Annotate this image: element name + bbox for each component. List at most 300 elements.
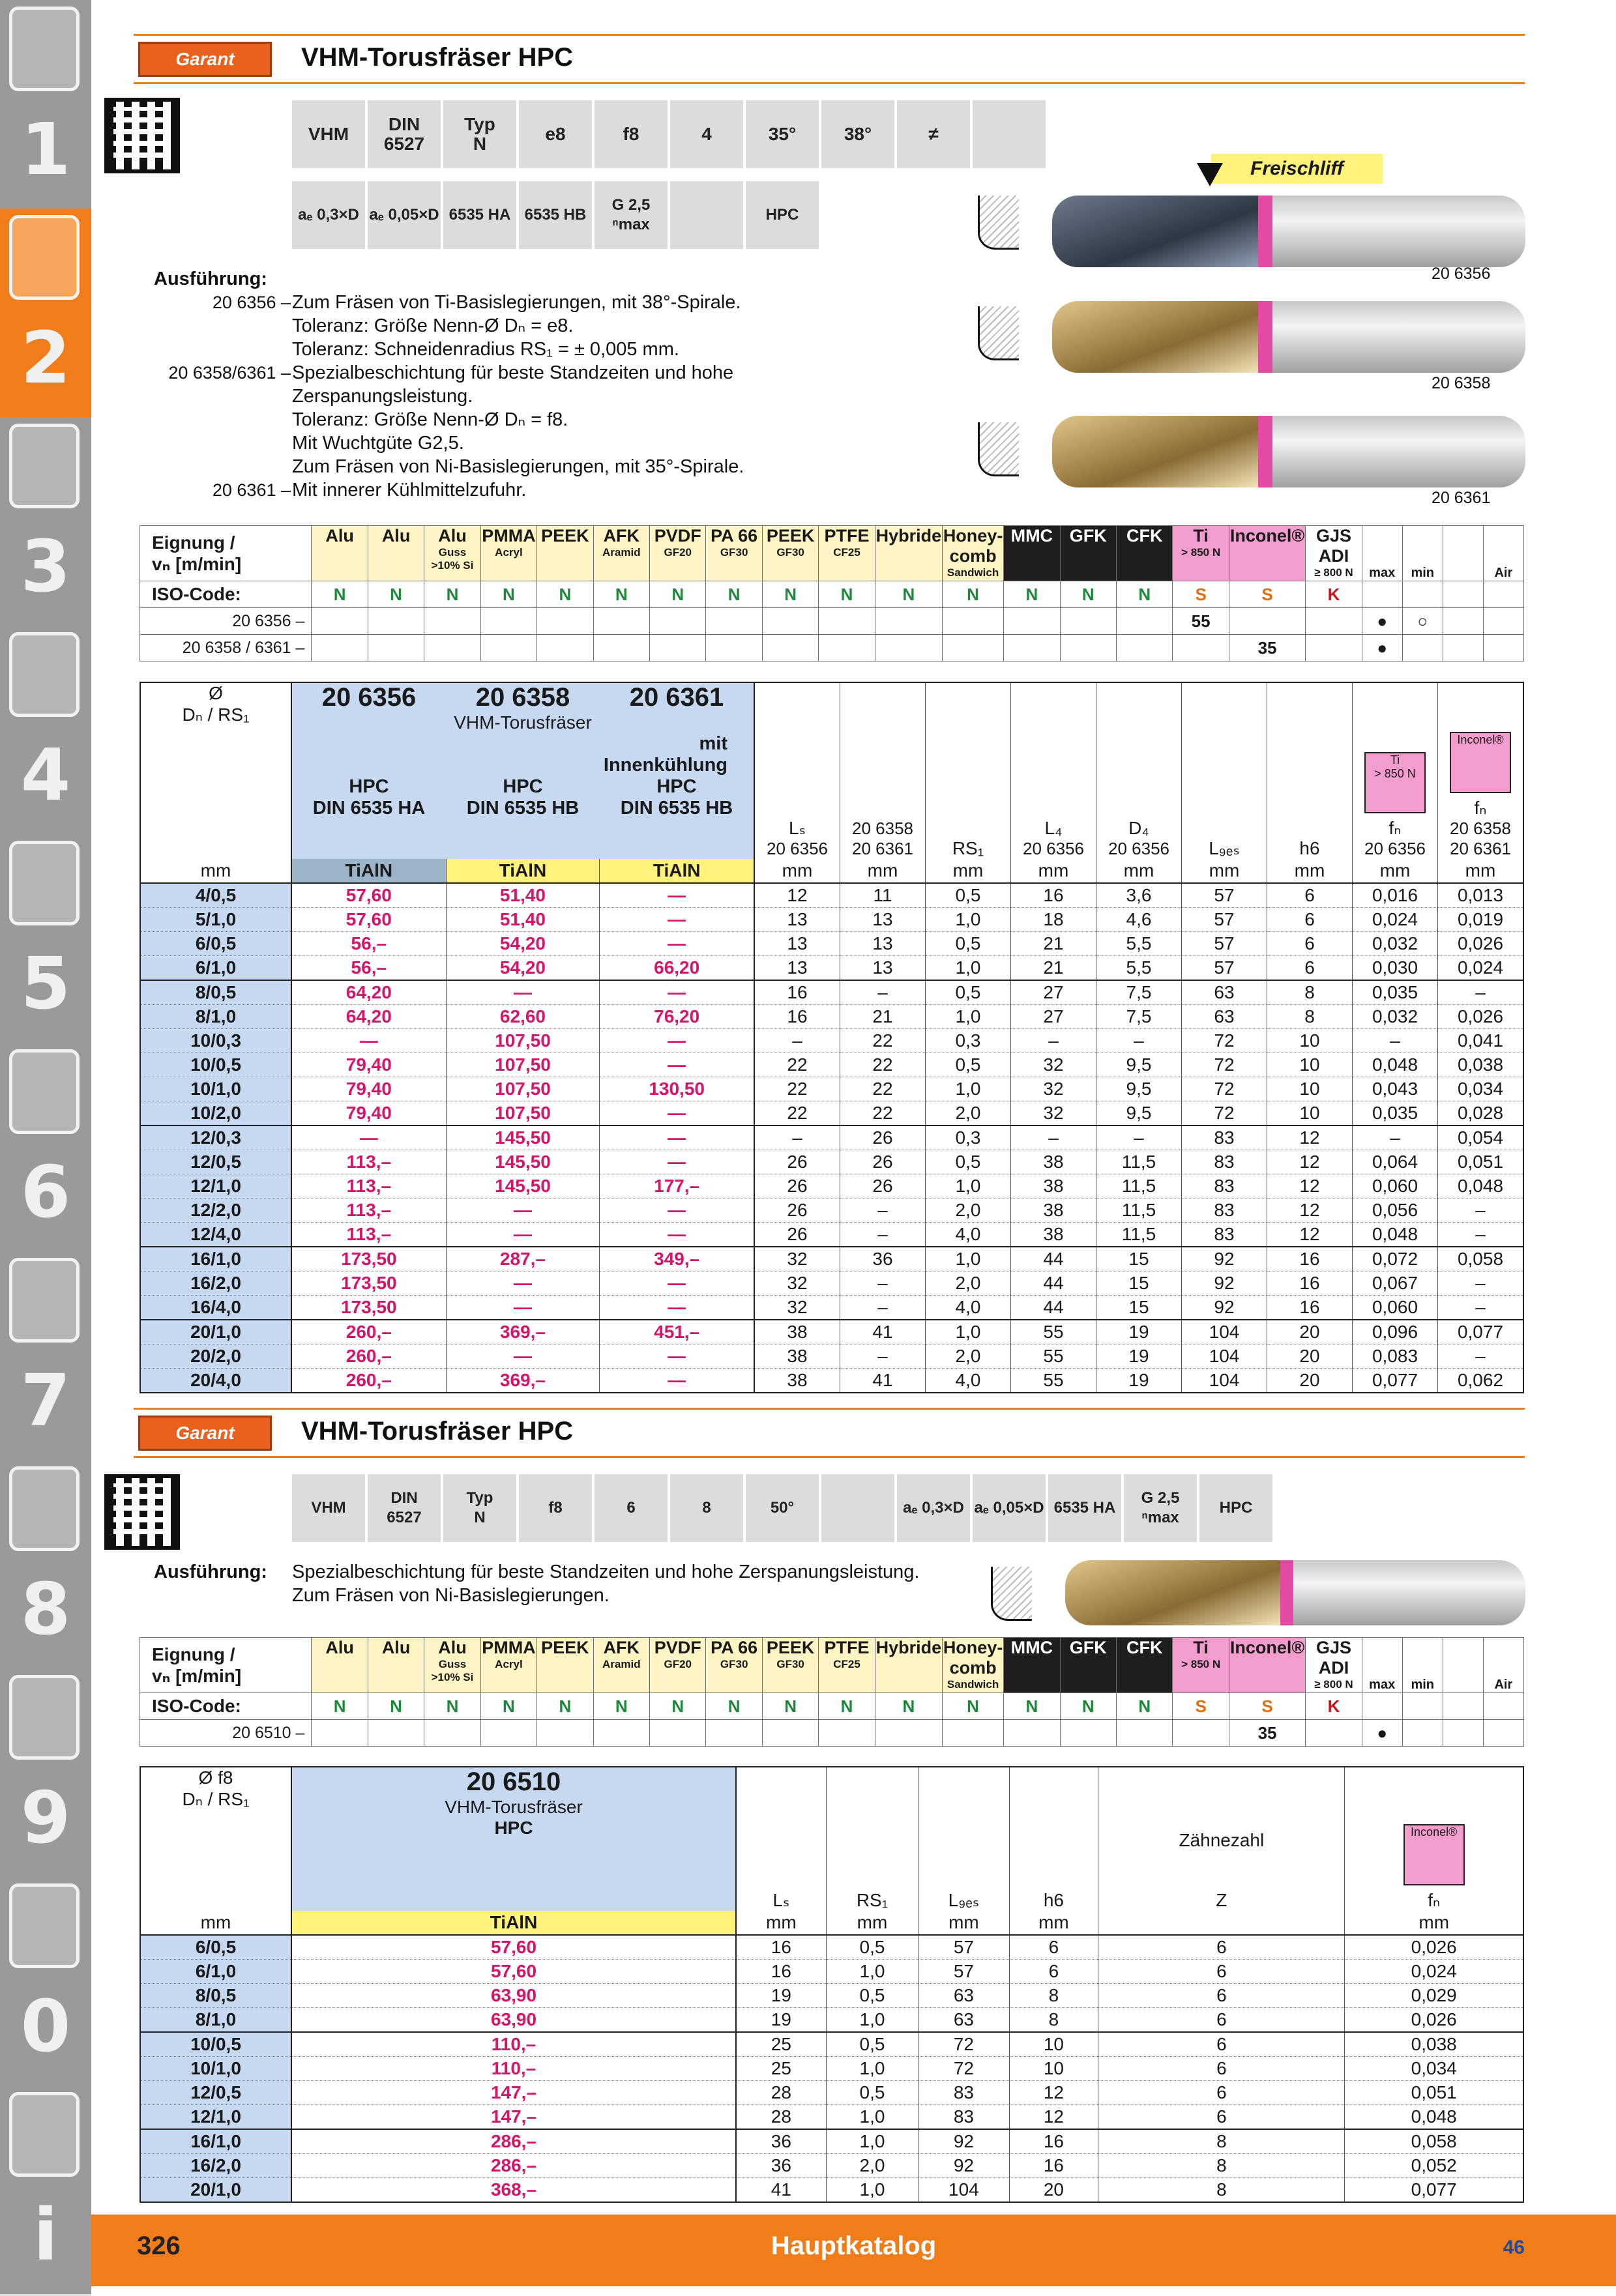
coolant-header: min [1402, 1638, 1443, 1693]
dimension-value: 22 [754, 1053, 840, 1077]
dimension-value: 8 [1098, 2129, 1345, 2154]
dimension-value: 57 [1182, 908, 1267, 932]
dimension-header [1009, 1767, 1098, 1911]
price: 260,– [291, 1369, 446, 1393]
material-name: Alu [381, 1638, 411, 1657]
dimension-value: 92 [1182, 1296, 1267, 1320]
spec-box: HPC [746, 181, 819, 249]
material-name: CFK [1126, 1638, 1163, 1657]
price: 57,60 [291, 908, 446, 932]
dimension-value: 2,0 [926, 1272, 1011, 1296]
dimension-value: – [1438, 1296, 1524, 1320]
dimension-value: 26 [840, 1150, 926, 1174]
table-row [140, 1272, 1523, 1296]
price: 369,– [446, 1369, 600, 1393]
arrow-down-icon [1197, 163, 1223, 186]
chapter-tab-6[interactable] [0, 1043, 91, 1253]
ausfuehrung-line: Spezialbeschichtung für beste Standzeiten und hohe Zerspanungsleistung. [292, 1562, 920, 1582]
dimension-value: 4,6 [1096, 908, 1182, 932]
price: 76,20 [600, 1005, 754, 1029]
dimension-value: – [1096, 1029, 1182, 1053]
cutting-speed [943, 1720, 1004, 1747]
dimension-value: 16 [1011, 883, 1096, 908]
material-name: PA 66 [711, 1638, 758, 1657]
price: 63,90 [291, 2008, 736, 2033]
dimension-value: 2,0 [926, 1101, 1011, 1126]
material-name: AFK [603, 526, 640, 545]
dimension-value: 12 [1009, 2105, 1098, 2130]
dimension-symbol: L₉ₑₛ [1209, 838, 1240, 858]
dimension-value: 0,013 [1438, 883, 1524, 908]
material-header [1306, 1638, 1362, 1693]
dimension-value: 104 [1182, 1369, 1267, 1393]
dimension-value: 0,026 [1345, 1935, 1523, 1960]
cutting-speed [537, 608, 593, 635]
cutting-speed [875, 1720, 942, 1747]
iso-code: S [1173, 581, 1229, 608]
price: 56,– [291, 932, 446, 956]
price: 110,– [291, 2032, 736, 2057]
diameter-radius: 10/1,0 [140, 1077, 291, 1101]
iso-code: N [537, 1693, 593, 1720]
article-number: 20 6510 [466, 1767, 561, 1796]
dimension-value: 25 [736, 2057, 826, 2081]
dimension-sub: 20 6358 20 6361 [852, 819, 913, 858]
dimension-value: 6 [1098, 2081, 1345, 2105]
iso-label: ISO-Code: [140, 1693, 312, 1720]
iso-code: N [819, 581, 875, 608]
price: 369,– [446, 1320, 600, 1344]
cutting-speed [650, 1720, 706, 1747]
dimension-value: 0,026 [1438, 1005, 1524, 1029]
dimension-value: 1,0 [926, 1320, 1011, 1344]
dimension-value: 0,058 [1345, 2129, 1523, 2154]
tool-case-icon [9, 1466, 80, 1551]
dimension-value: 7,5 [1096, 1005, 1182, 1029]
price: 110,– [291, 2057, 736, 2081]
iso-code: N [1116, 581, 1172, 608]
cutting-speed [537, 635, 593, 661]
spec-box: ≠ [897, 100, 970, 168]
cutting-speed [819, 635, 875, 661]
dimension-value: 83 [1182, 1150, 1267, 1174]
price: 287,– [446, 1247, 600, 1272]
iso-code: N [650, 581, 706, 608]
dimension-value: 10 [1267, 1077, 1353, 1101]
material-name: CFK [1126, 526, 1163, 545]
iso-code: N [368, 1693, 424, 1720]
price: 51,40 [446, 883, 600, 908]
iso-code: N [1060, 581, 1116, 608]
dimension-value: 0,041 [1438, 1029, 1524, 1053]
dimension-value: 57 [1182, 883, 1267, 908]
dimension-value: 0,038 [1345, 2032, 1523, 2057]
dimension-value: 83 [1182, 1223, 1267, 1247]
dimension-value: 0,077 [1345, 2178, 1523, 2203]
table-row [140, 2032, 1523, 2057]
coolant-mark [1402, 1720, 1443, 1747]
dimension-value: 1,0 [826, 2008, 918, 2033]
dimension-value: 38 [754, 1320, 840, 1344]
iso-code: N [1060, 1693, 1116, 1720]
cutting-speed [593, 608, 649, 635]
dimension-value: 0,026 [1345, 2008, 1523, 2033]
iso-code: N [762, 1693, 818, 1720]
dimension-value: 13 [840, 932, 926, 956]
table-row [140, 1150, 1523, 1174]
table-row [140, 1960, 1523, 1984]
dimension-value: 4,0 [926, 1223, 1011, 1247]
dimension-value: 4,0 [926, 1296, 1011, 1320]
suitability-label: Eignung / vₙ [m/min] [140, 1638, 312, 1693]
dimension-value: 0,060 [1353, 1296, 1438, 1320]
tool-label: 20 6361 [1432, 489, 1491, 507]
iso-code: K [1306, 581, 1362, 608]
table-row [140, 908, 1523, 932]
diameter-header: Ø f8 Dₙ / RS₁ [140, 1767, 291, 1911]
price: — [446, 1272, 600, 1296]
dimension-header [1345, 1767, 1523, 1911]
dimension-sub: 20 6356 [1108, 839, 1169, 858]
qr-code-icon[interactable] [104, 98, 180, 173]
dimension-value: 0,032 [1353, 932, 1438, 956]
spec-box [973, 100, 1046, 168]
dimension-value: 44 [1011, 1247, 1096, 1272]
dimension-value: 32 [754, 1296, 840, 1320]
brand-name: VHM-Torusfräser [445, 1797, 583, 1817]
dimension-value: 63 [1182, 980, 1267, 1005]
dimension-value: 11,5 [1096, 1150, 1182, 1174]
diameter-radius: 8/1,0 [140, 1005, 291, 1029]
tool-shank-image [1252, 301, 1525, 373]
dimension-value: 12 [1267, 1174, 1353, 1199]
dimension-symbol: L₄ [1044, 818, 1063, 838]
material-name: PEEK [766, 526, 815, 545]
diameter-radius: 8/0,5 [140, 1984, 291, 2008]
dimension-value: 63 [918, 1984, 1009, 2008]
ausfuehrung-label: Ausführung: [154, 1562, 267, 1582]
dimension-value: 5,5 [1096, 932, 1182, 956]
dimension-value: 0,030 [1353, 956, 1438, 981]
material-sub: GF30 [776, 546, 804, 559]
cutting-speed [368, 1720, 424, 1747]
price: 107,50 [446, 1053, 600, 1077]
price: — [291, 1126, 446, 1150]
diameter-radius: 12/0,5 [140, 1150, 291, 1174]
dimension-value: 28 [736, 2081, 826, 2105]
dimension-value: 21 [1011, 956, 1096, 981]
dimension-value: 22 [840, 1077, 926, 1101]
dimension-value: 6 [1009, 1960, 1098, 1984]
price: 54,20 [446, 956, 600, 981]
dimension-value: 0,062 [1438, 1369, 1524, 1393]
dimension-value: – [1438, 1199, 1524, 1223]
dimension-value: 21 [1011, 932, 1096, 956]
dimension-value: 16 [754, 1005, 840, 1029]
table-row [140, 2081, 1523, 2105]
iso-code: N [424, 1693, 480, 1720]
dimension-value: 32 [754, 1247, 840, 1272]
cutting-speed [875, 608, 942, 635]
dimension-value: 26 [754, 1150, 840, 1174]
dimension-value: 41 [736, 2178, 826, 2203]
table-row [140, 1320, 1523, 1344]
dimension-value: 0,026 [1438, 932, 1524, 956]
dimension-header [926, 682, 1011, 859]
dimension-value: 1,0 [926, 1077, 1011, 1101]
dimension-header [1182, 682, 1267, 859]
tool-ring-marker [1257, 196, 1272, 267]
header-rule [134, 1456, 1525, 1458]
dimension-value: 27 [1011, 1005, 1096, 1029]
coolant-mark [1443, 608, 1483, 635]
dimension-value: 38 [1011, 1223, 1096, 1247]
material-name: Inconel® [1229, 1638, 1305, 1657]
coolant-mark [1402, 635, 1443, 661]
dimension-value: 55 [1011, 1320, 1096, 1344]
unit: mm [1438, 859, 1524, 883]
price: 173,50 [291, 1272, 446, 1296]
chapter-tab-8[interactable] [0, 1460, 91, 1670]
dimension-value: 0,5 [826, 1935, 918, 1960]
chapter-tab-i[interactable] [0, 2085, 91, 2296]
cutting-speed [706, 635, 762, 661]
table-row [140, 2105, 1523, 2130]
price: 107,50 [446, 1101, 600, 1126]
empty-cell [1483, 581, 1523, 608]
diameter-radius: 16/4,0 [140, 1296, 291, 1320]
iso-code: S [1173, 1693, 1229, 1720]
dimension-value: 41 [840, 1369, 926, 1393]
dimension-value: 5,5 [1096, 956, 1182, 981]
dimension-value: 9,5 [1096, 1077, 1182, 1101]
product-table [140, 1766, 1524, 2203]
dimension-symbol: h6 [1299, 838, 1320, 858]
dimension-value: 1,0 [826, 2178, 918, 2203]
material-name: Alu [438, 1638, 467, 1657]
diameter-radius: 16/1,0 [140, 2129, 291, 2154]
material-header [424, 1638, 480, 1693]
diameter-radius: 12/0,5 [140, 2081, 291, 2105]
iso-code: N [312, 581, 368, 608]
cutting-speed [1306, 608, 1362, 635]
dimension-value: 38 [1011, 1150, 1096, 1174]
dimension-value: 7,5 [1096, 980, 1182, 1005]
material-name: Hybride [875, 1638, 942, 1657]
chapter-tab-7[interactable] [0, 1251, 91, 1462]
ausfuehrung-line: Toleranz: Größe Nenn-Ø Dₙ = f8. [292, 409, 568, 430]
chapter-number: 7 [20, 1359, 71, 1442]
unit: mm [140, 859, 291, 883]
dimension-value: 11 [840, 883, 926, 908]
price: 107,50 [446, 1029, 600, 1053]
iso-code: K [1306, 1693, 1362, 1720]
suitability-label: Eignung / vₙ [m/min] [140, 526, 312, 581]
dimension-sub: 20 6356 [767, 839, 828, 858]
chapter-tab-0[interactable] [0, 1877, 91, 2087]
dimension-value: 22 [840, 1029, 926, 1053]
unit: mm [1011, 859, 1096, 883]
dimension-value: 16 [754, 980, 840, 1005]
price: — [446, 1199, 600, 1223]
price: 113,– [291, 1174, 446, 1199]
dimension-value: 13 [754, 956, 840, 981]
dimension-value: 20 [1267, 1344, 1353, 1369]
dimension-value: 0,067 [1353, 1272, 1438, 1296]
dimension-value: 6 [1098, 2105, 1345, 2130]
dimension-value: 92 [918, 2129, 1009, 2154]
diameter-radius: 6/1,0 [140, 956, 291, 981]
tool-shank-image [1252, 196, 1525, 267]
price: 113,– [291, 1223, 446, 1247]
dimension-value: 83 [1182, 1199, 1267, 1223]
dimension-value: 26 [840, 1126, 926, 1150]
unit: mm [918, 1911, 1009, 1935]
dimension-value: 13 [840, 908, 926, 932]
coating: TiAlN [446, 859, 600, 883]
table-row [140, 1126, 1523, 1150]
price: 177,– [600, 1174, 754, 1199]
ti-badge: Ti > 850 N [1364, 752, 1426, 813]
table-row [140, 1984, 1523, 2008]
dimension-value: 83 [918, 2081, 1009, 2105]
dimension-value: 6 [1098, 2057, 1345, 2081]
iso-code: N [1004, 1693, 1060, 1720]
table-row [140, 932, 1523, 956]
tool-ring-marker [1257, 416, 1272, 487]
dimension-value: 0,077 [1353, 1369, 1438, 1393]
dimension-value: 13 [754, 908, 840, 932]
header-rule [134, 34, 1525, 36]
price: 79,40 [291, 1053, 446, 1077]
article-code: 20 6358 / 6361 – [140, 635, 312, 661]
corner-radius-profile-icon [978, 306, 1019, 360]
coolant-mark [1443, 1720, 1483, 1747]
dimension-value: 63 [1182, 1005, 1267, 1029]
iso-code: N [1004, 581, 1060, 608]
dimension-value: 19 [1096, 1369, 1182, 1393]
dimension-value: 8 [1267, 1005, 1353, 1029]
price: — [600, 908, 754, 932]
table-row [140, 1369, 1523, 1393]
qr-code-icon[interactable] [104, 1474, 180, 1550]
material-sub: Aramid [602, 1658, 641, 1670]
material-header [593, 526, 649, 581]
material-sub: GF30 [720, 546, 748, 559]
coating: TiAlN [600, 859, 754, 883]
material-header [1116, 1638, 1172, 1693]
material-name: PEEK [766, 1638, 815, 1657]
dimension-value: 38 [1011, 1199, 1096, 1223]
material-name: GFK [1069, 526, 1107, 545]
dimension-value: 0,054 [1438, 1126, 1524, 1150]
cutting-speed [819, 608, 875, 635]
dimension-value: 12 [1267, 1199, 1353, 1223]
unit: mm [1182, 859, 1267, 883]
material-header [312, 1638, 368, 1693]
dimension-value: 8 [1098, 2154, 1345, 2178]
suitability-table [140, 1637, 1524, 1747]
dimension-header [1011, 682, 1096, 859]
spec-box: aₑ 0,05×D [368, 181, 441, 249]
coating: TiAlN [291, 859, 446, 883]
price: — [291, 1029, 446, 1053]
unit [1098, 1911, 1345, 1935]
dimension-value: 1,0 [926, 1174, 1011, 1199]
dimension-value: 1,0 [826, 1960, 918, 1984]
dimension-value: – [1438, 1223, 1524, 1247]
cutting-speed: 55 [1173, 608, 1229, 635]
coolant-mark [1483, 1720, 1523, 1747]
tool-cutting-head-image [1052, 416, 1258, 487]
table-row [140, 2008, 1523, 2033]
dimension-value: 0,072 [1353, 1247, 1438, 1272]
spec-box: 8 [670, 1474, 743, 1542]
safety-goggles-icon [9, 1883, 80, 1968]
price: 51,40 [446, 908, 600, 932]
chapter-tab-2[interactable] [0, 209, 91, 419]
material-name: PTFE [824, 526, 870, 545]
dimension-value: 0,051 [1345, 2081, 1523, 2105]
dimension-value: 0,5 [926, 1150, 1011, 1174]
cutting-speed [368, 635, 424, 661]
diameter-radius: 6/1,0 [140, 1960, 291, 1984]
dimension-value: 1,0 [826, 2105, 918, 2130]
chapter-tab-1[interactable] [0, 0, 91, 211]
tool-label: 20 6356 [1432, 265, 1491, 283]
workbench-icon [9, 1675, 80, 1760]
table-row [140, 956, 1523, 981]
chapter-tab-9[interactable] [0, 1668, 91, 1879]
dimension-value: 6 [1098, 1984, 1345, 2008]
material-name: AFK [603, 1638, 640, 1657]
ausfuehrung-code: 20 6356 – [212, 293, 291, 312]
dimension-value: 0,5 [826, 2081, 918, 2105]
material-sub: Sandwich [947, 566, 999, 579]
material-name: MMC [1010, 526, 1053, 545]
dimension-value: 0,056 [1353, 1199, 1438, 1223]
dimension-value: 27 [1011, 980, 1096, 1005]
material-name: Alu [325, 1638, 354, 1657]
dimension-value: 57 [1182, 956, 1267, 981]
dimension-value: 20 [1267, 1369, 1353, 1393]
chapter-tab-3[interactable] [0, 417, 91, 628]
chapter-tab-5[interactable] [0, 834, 91, 1045]
dimension-value: 0,048 [1353, 1223, 1438, 1247]
price: 451,– [600, 1320, 754, 1344]
spec-box: 6535 HA [1048, 1474, 1121, 1542]
tool-shank-image [1252, 416, 1525, 487]
price: 286,– [291, 2129, 736, 2154]
dimension-value: 19 [1096, 1320, 1182, 1344]
cutting-speed [762, 635, 818, 661]
dimension-value: 0,034 [1345, 2057, 1523, 2081]
price: — [600, 932, 754, 956]
cutting-speed [1060, 635, 1116, 661]
table-row [140, 1077, 1523, 1101]
dimension-value: 11,5 [1096, 1174, 1182, 1199]
dimension-value: 19 [736, 1984, 826, 2008]
material-name: Inconel® [1229, 526, 1305, 545]
empty-cell [1483, 1693, 1523, 1720]
dimension-value: 104 [1182, 1320, 1267, 1344]
iso-code: N [943, 581, 1004, 608]
garant-logo: Garant [138, 1416, 272, 1451]
dimension-value: – [754, 1029, 840, 1053]
cooling-note: mit Innenkühlung [603, 733, 727, 776]
unit: mm [826, 1911, 918, 1935]
chapter-tab-4[interactable] [0, 626, 91, 836]
